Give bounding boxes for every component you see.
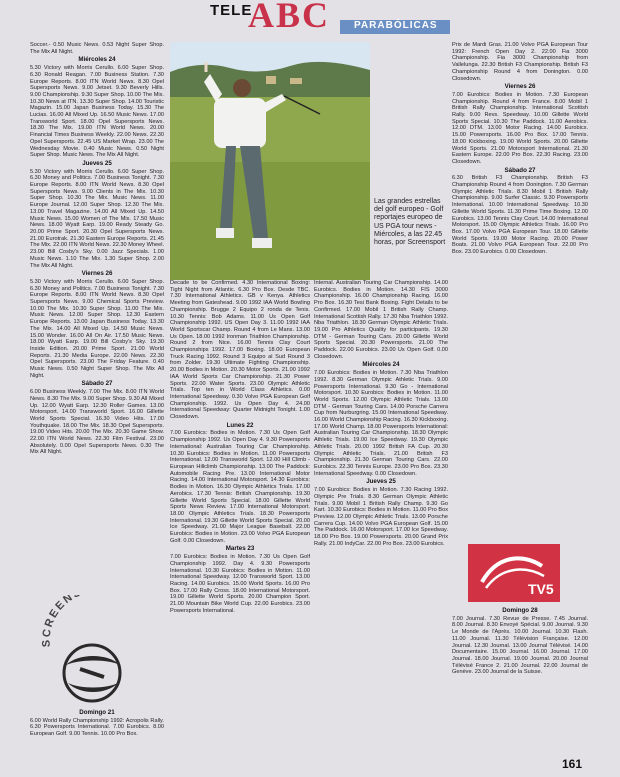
listing-text: 7.00 Journal. 7.30 Revue de Presse. 7.45 Journal. 8.00 Journal. 8.30 Envoyé Spécial. 9.00 Journal. 9.30 Le Monde de l'Après. 10.00 Journal. 10.30 Flash. 11.00 Journal. 11.30 Télévision Française. 12.00 Journal. 12.30 Journal. 13.00 Journal Télévisé. 14.00 Documentaire. 15.00 Journal. 16.00 Journal. 17.00 Journal. 18.00 Journal. 19.00 Journal. 20.00 Journal Télévisé France 2. 21.00 Journal. 22.00 Journal de Genève. 23.00 Journal de la Suisse.: [452, 615, 588, 676]
page-number: 161: [562, 757, 583, 771]
listing-text: 7.00 Eurobics: Bodies in Motion. 7.30 Us Open Golf Championship 1992. Us Open Day 4. 9.30 Powersports International: Australian Touring Car Championship. 10.30 Eurobics: Bodies in Motion. 11.00 Powersports International. 12.00 Transworld Sport. 12.00 Hill Climb - European Hillclimb Championship. 13.00 The Paddock: Automobile Racing Pre. 13.00 International Motor Racing. 14.00 International Motorsport. 14.30 Eurobics: Bodies in Motion. 16.30 Olympic Athletics Trials. 17.00 Aerobics. 17.30 Tennis: British Championship. 19.30 Gillette World Sports Special. 18.00 Gillette World Sports News Review. 17.00 International Motorsport. 18.00 Olympic Athletics Trials. 18.30 Powersports International. 19.30 Gillette World Sports Special. 20.00 Ice Speedway. 21.00 Major League Baseball. 22.00 Eurobics: Bodies in Motion. 23.00 Volvo PGA European Golf. 0.00 Closedown.: [170, 430, 310, 544]
day-heading: Miércoles 24: [78, 56, 116, 64]
listing-column-5: [452, 606, 588, 748]
day-heading: Jueves 25: [82, 159, 112, 167]
listing-text: 6.00 Business Weekly. 7.00 The Mix. 8.00 ITN World News. 8.30 The Mix. 9.00 Super Shop. 9.30 All Mixed Up. 12.00 Wyatt Earp. 12.30 Roller Games. 13.00 Motorsport. 14.00 Transworld Sport. 16.00 Gillette World Sports Special. 16.30 Video Hits. 17.00 Youthquake. 18.00 The Mix. 18.30 Opel Supersports. 19.00 Video Hits. 20.00 The Mix. 20.30 Game Show. 22.00 ITN World News. 22.30 Film Festival. 23.00 Absolutely. 0.00 Opel Supersports News. 0.30 The Mix All Night.: [30, 389, 164, 456]
tv5-logo: [468, 544, 560, 602]
day-heading: Miércoles 24: [362, 361, 400, 369]
day-heading: Domingo 28: [502, 607, 538, 614]
listing-text: Decade to be Confirmed. 4.30 International Boxing: Tight Night from Atlantic. 6.30 Pro Box. Desde TBC. 7.30 International Athletics. GB v Kenya. Athletics Meeting from Gateshead. 9.00 1992 IAA World Bowling Championship. Brugge 2 Equipo 2 ronda de Tenis. 10.30 Tennis: Bob Adams. 11.00 Us Open Golf Championship 1992. US Open Day 3. 11.00 1992 IAA World Sportscar Champ. Round 4 from Le Mans. 13.00 Us Open. 18.00 1992 Ironman Triathlon Championship. Round 2 from Nice. 16.00 Tennis Clay Court Championships 1992. 17.00 Boxing. 18.00 European Truck Racing 1992. Round 3 Equipo al Sud Round 3 from Zolder. 19.30 Ultimate Fighting Championship. 20.00 Bodies in Motion. 20.30 Motor Sports. 21.00 1992 IAA World Sports Car Championship. 21.30 Power Sports. 22.00 Water Sports. 23.00 Olympic Athletic Trials. Top ten in World Class Athletics. 0.00 International Speedway. 0.30 Volvo PGA European Golf Championship. 1992. Us Open Day 4. 24.00 International Speedway: Quarter Midnight Tonight. 1.00 Closedown.: [170, 280, 310, 421]
photo-caption: Las grandes estrellas del golf europeo - Golf reportajes europeo de US PGA tour news - Miércoles, a las 22.45 horas, por Screensport: [374, 198, 446, 247]
day-heading: Sábado 27: [81, 380, 113, 388]
abc-logo: ABC: [248, 0, 331, 35]
day-heading: Viernes 26: [504, 83, 536, 91]
golfer-photo: [170, 42, 370, 280]
day-heading: Martes 23: [225, 545, 255, 553]
tele-label: TELE: [210, 2, 253, 19]
tv5-logo-text: TV5: [528, 581, 554, 597]
page-header: [0, 0, 620, 38]
listing-column-4: [452, 42, 588, 542]
svg-text:SCREENSPORT: [41, 595, 124, 647]
listing-column-6: [30, 708, 164, 758]
listing-text: 5.30 Victory with Morris Cerullo. 6.00 Super Shop. 6.30 Ronald Reagan. 7.00 Business Station. 7.30 Europe Reports. 8.00 ITN World News. 8.30 Opel Supersports News. 9.00 Jetset. 9.30 Beverly Hills. 9.00 Championship. 9.30 Super Shop. 10.00 The Mix. 10.30 News at ITN. 13.30 Super Shop. 14.00 Touristic Magazin. 15.00 Japan Business Today. 15.30 The Lucias. 16.00 All Mixed Up. 16.50 Music News. 17.00 Transworld Sport. 18.00 Opel Supersports News. 18.30 The Mix. 19.00 ITN World News. 20.00 Financial Times Business Weekly. 22.00 News. 22.30 Opel Supersports. 22.45 US Market Wrap. 23.00 The Wednesday Movie. 0.40 Music News. 0.50 Night Super Shop. Music News. The Mix All Night.: [30, 65, 164, 159]
listing-column-1: [30, 42, 164, 594]
section-title: PARABÓLICAS: [354, 20, 438, 31]
day-heading: Domingo 21: [79, 709, 115, 716]
listing-column-3: [314, 280, 448, 750]
listing-text: 5.30 Victory with Morris Cerullo. 6.00 Super Shop. 6.30 Money and Politics. 7.00 Business Tonight. 7.30 Europe Reports. 8.00 ITN World News. 8.30 Opel Supersports News. 9.00 Clients in The Mix. 10.30 Super Shop. 10.30 The Mix. Music News. 11.00 Europe Journal. 12.00 Super Shop. 12.30 The Mix. 13.00 Travel Magazine. 14.00 All Mixed Up. 14.50 Music News. 15.00 Women of The Mix. 17.50 Music News. 18.00 Wyatt Earp. 19.00 Ready Steady Go. 20.00 Prime Sport. 20.30 Opel Supersports News. 21.00 Eurotrak. 21.30 Eastern Europe Reports. 21.45 The Mix. 22.00 ITN World News. 22.30 Money Wheel. 23.00 Bill Cosby's Sky. 0.00 Jazz Specials. 1.00 Music News. 1.10 The Mix. 1.30 Super Shop. 2.00 The Mix All Night.: [30, 168, 164, 269]
listing-text: Internal. Australian Touring Car Championship. 14.00 Eurobics. Bodies in Motion. 14.30 FIS 3000 Championship. 16.00 Championship Racing. 16.00 Pro Box. 16.30 Tesi Bank Boxing. Fight Details to be Confirmed. 17.00 Mobil 1 British Rally Champ. International Scottish Rally. 17.30 Nba Triathlon 1992. Nba Triathlon. 18.30 German Olympic Athletic Trials. 19.00 Pro Athletics Quality for participants. 19.30 DTM - German Touring Cars. 20.00 Gillette World Sports Special. 20.30 Powersports. 21.00 The Paddock. 22.00 Eurobics. 23.00 Us Open Golf. 0.00 Closedown.: [314, 280, 448, 360]
listing-text: 7.00 Eurobics: Bodies in Motion. 7.30 European Championship. Round 4 from France. 8.00 Mobil 1 British Rally Championship. International Scottish Rally. 9.00 Revs. Speedway. 10.00 Gillette World Sports Special. 10.30 The Paddock. 11.00 Aerobics. 12.00 DTM. 13.00 Motor Racing. 14.00 Eurobics. 15.00 Powersports. 16.00 Pro Box. 17.00 Tennis. 18.00 Kickboxing. 19.00 World Sports. 20.00 Gillette World Sports. 21.00 Motorsport International. 21.30 Eastern Europe. 22.00 Pro Box. 22.30 Racing. 23.00 Closedown.: [452, 91, 588, 165]
day-heading: Viernes 26: [81, 270, 113, 278]
listing-column-2: [170, 280, 310, 750]
listing-text: Soccer.- 0.50 Music News. 0.53 Night Super Shop. The Mix All Night.: [30, 42, 164, 55]
day-heading: Sábado 27: [504, 166, 536, 174]
listing-text: 7.00 Eurobics: Bodies in Motion. 7.30 Nba Triathlon 1992. 8.30 German Olympic Athletic Trials. 9.00 Powersports International. 9.30 Go - International Motorsport. 10.30 Eurobics: Bodies in Motion. 11.00 World Sports. 12.00 Olympic Athletic Trials. 13.00 DTM - German Touring Cars. 14.00 Porsche Carrera Cup from Nurburgring. 15.00 International Speedway. 16.00 World Championship Racing. 16.30 Kickboxing. 17.00 World Champ. 18.00 Powersports International: Australian Touring Car Championship. 18.30 Olympic Athletic Trials. 19.00 Ice Speedway. 19.30 Olympic Athletic Trials. 20.00 1992 British FA Cup. 20.30 Olympic Athletic Trials. 21.00 British F3 Championship. 21.30 German Touring Cars. 22.00 Eurobics. 22.30 Tennis Europe. 23.00 Pro Box. 23.30 International Speedway. 0.00 Closedown.: [314, 370, 448, 477]
listing-text: 6.30 British F3 Championship. British F3 Championship Round 4 from Donington. 7.30 German Olympic Athletic Trials. 8.30 Mobil 1 British Rally Championship. 9.00 Surfer Classic. 9.30 Powersports International. 10.00 International Speedway. 10.30 Gillette World Sports. 11.30 Prime Time Boxing. 12.00 Eurobics. 13.00 Tennis Clay Court. 14.00 International Motorsport. 15.00 Olympic Athletics Trials. 16.00 Pro Box. 17.00 Volvo PGA European Tour. 18.00 Gillette World Sports. 19.00 Motor Racing. 20.00 Power Boats. 21.00 Volvo PGA European Tour. 22.00 Pro Box. 23.00 Eurobics. 0.00 Closedown.: [452, 175, 588, 256]
listing-text: 7.00 Eurobics: Bodies in Motion. 7.30 Us Open Golf Championship 1992. Day 4. 9.30 Powersports International. 10.30 Eurobics: Bodies in Motion. 11.00 International Speedway. 12.00 Transworld Sport. 13.00 Racing. 14.00 Eurobics. 15.00 World Sports. 16.00 Pro Box. 17.00 Rally Cross. 18.00 International Motorsport. 19.00 Gillette World Sports. 20.00 Champion Sport. 21.00 Mountain Bike World Cup. 22.00 Eurobics. 23.00 Powersports International.: [170, 554, 310, 614]
listing-text: 6.00 World Rally Championship 1992: Acropolis Rally. 6.30 Powersports International. 7.00 Eurobics. 8.00 European Golf. 9.00 Tennis. 10.00 Pro Box.: [30, 717, 164, 738]
screensport-logo: [30, 595, 164, 708]
listing-text: 5.30 Victory with Morris Cerullo. 6.00 Super Shop. 6.30 Money and Politics. 7.00 Business Tonight. 7.30 Europe Reports. 8.00 ITN World News. 8.30 Opel Supersports News. 9.00 Chemical Sports Preview. 10.00 The Mix. 10.30 Super Shop. 11.00 The Mix. Music News. 12.00 Super Shop. 12.30 Eastern Europe Reports. 13.00 Japan Business Today. 13.30 The Mix. 14.00 All Mixed Up. 14.50 Music News. 15.00 Wonder. 16.00 All On Air. 17.50 Music News. 18.00 Wyatt Earp. 19.00 Bill Cosby's Sky. 19.30 Inside Edition. 20.00 Prime Sport. 21.00 World Reports. 21.30 Media Europe. 22.00 News. 22.30 Opel Supersports. 23.00 The Friday Feature. 0.40 Music News. 0.50 Night Super Shop. The Mix All Night.: [30, 278, 164, 379]
screensport-logo-graphic: [30, 595, 164, 708]
listing-text: 7.00 Eurobics: Bodies in Motion. 7.30 Racing 1992. Olympic Pre Trials. 8.30 German Olympic Athletic Trials. 9.00 Mobil 1 British Rally Champ. 9.30 Go Kart. 10.30 Eurobics: Bodies in Motion. 11.00 Pro Box Preview. 12.00 Olympic Athletic Trials. 13.00 Porsche Carrera Cup. 14.00 Volvo PGA European Golf. 15.00 The Paddock. 16.00 Motorsport. 17.00 Ice Speedway. 18.00 Pro Box. 19.00 Powersports. 20.00 Grand Prix Rally. 21.00 IndyCar. 22.00 Pro Box. 23.00 Eurobics.: [314, 487, 448, 547]
day-heading: Jueves 25: [366, 478, 396, 486]
screensport-logo-text: SCREEN: [40, 595, 77, 648]
section-band: [340, 20, 450, 34]
day-heading: Lunes 22: [226, 421, 254, 429]
listing-text: Prix de Mardi Gras. 21.00 Volvo PGA European Tour 1992: French Open Day 2. 22.00 Fia 3000 Championship. Fia 3000 Championship from Vallelunga. 22.30 British F3 Championship. British F3 Championship Round 4 from Donington. 0.00 Closedown.: [452, 42, 588, 82]
